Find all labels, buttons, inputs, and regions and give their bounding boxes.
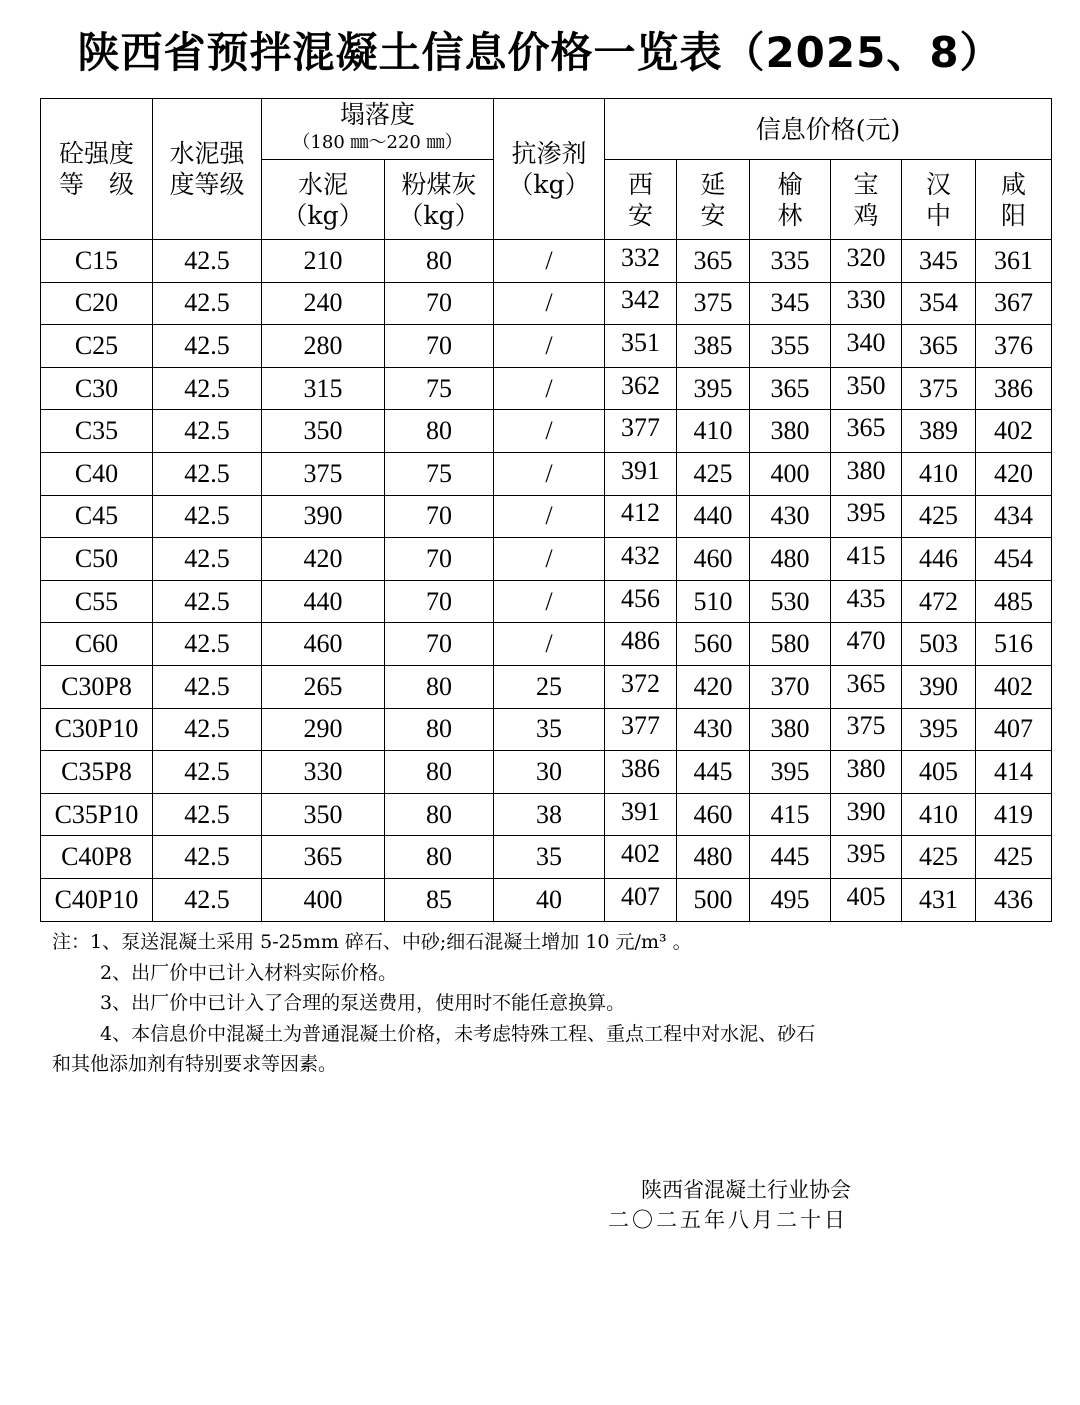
table-cell: 407 [605, 875, 677, 918]
table-cell: 42.5 [153, 325, 262, 368]
table-cell: C35 [41, 410, 153, 453]
table-cell: 402 [976, 665, 1052, 708]
table-cell: 42.5 [153, 240, 262, 283]
table-cell: / [494, 282, 605, 325]
table-cell: 320 [831, 237, 902, 280]
header-city-yulin: 榆 林 [750, 160, 831, 240]
table-cell: 446 [902, 538, 976, 581]
table-cell: 412 [605, 492, 677, 535]
table-cell: 85 [385, 878, 494, 921]
table-cell: / [494, 240, 605, 283]
table-cell: 420 [262, 538, 385, 581]
signature-block [608, 1175, 908, 1235]
table-cell: 377 [605, 705, 677, 748]
table-cell: 365 [750, 367, 831, 410]
table-body [41, 240, 1052, 922]
table-cell: 395 [677, 367, 750, 410]
table-cell: 580 [750, 623, 831, 666]
table-cell: 434 [976, 495, 1052, 538]
table-cell: 330 [262, 751, 385, 794]
table-cell: 350 [262, 793, 385, 836]
table-cell: 503 [902, 623, 976, 666]
table-cell: 486 [605, 620, 677, 663]
table-cell: 42.5 [153, 665, 262, 708]
table-cell: 495 [750, 878, 831, 921]
table-row [41, 708, 1052, 751]
table-cell: 435 [831, 577, 902, 620]
header-info-price: 信息价格(元) [605, 99, 1052, 160]
table-cell: 350 [831, 364, 902, 407]
table-cell: 355 [750, 325, 831, 368]
table-cell: 70 [385, 538, 494, 581]
price-table [40, 98, 1052, 922]
table-cell: 386 [976, 367, 1052, 410]
table-cell: C20 [41, 282, 153, 325]
table-cell: 431 [902, 878, 976, 921]
table-cell: 386 [605, 748, 677, 791]
table-cell: 332 [605, 237, 677, 280]
table-cell: C55 [41, 580, 153, 623]
table-row [41, 751, 1052, 794]
table-cell: 414 [976, 751, 1052, 794]
table-cell: / [494, 452, 605, 495]
table-cell: 350 [262, 410, 385, 453]
table-cell: 70 [385, 325, 494, 368]
table-row [41, 623, 1052, 666]
table-cell: 415 [750, 793, 831, 836]
table-cell: 460 [677, 793, 750, 836]
table-cell: 485 [976, 580, 1052, 623]
table-cell: 395 [831, 492, 902, 535]
table-cell: 330 [831, 279, 902, 322]
table-cell: / [494, 495, 605, 538]
table-cell: 425 [902, 495, 976, 538]
table-cell: / [494, 623, 605, 666]
table-cell: 354 [902, 282, 976, 325]
table-cell: 42.5 [153, 282, 262, 325]
table-cell: 80 [385, 410, 494, 453]
table-cell: 42.5 [153, 410, 262, 453]
header-slump-range: （180 ㎜～220 ㎜） [292, 132, 463, 153]
note-line: 2、出厂价中已计入材料实际价格。 [100, 961, 398, 984]
table-cell: 365 [262, 836, 385, 879]
table-cell: 342 [605, 279, 677, 322]
table-cell: 440 [677, 495, 750, 538]
table-cell: C60 [41, 623, 153, 666]
table-cell: 395 [750, 751, 831, 794]
document-title: 陕西省预拌混凝土信息价格一览表（2025、8） [77, 28, 1003, 77]
table-cell: 430 [750, 495, 831, 538]
table-cell: 402 [976, 410, 1052, 453]
table-cell: 560 [677, 623, 750, 666]
table-cell: 380 [750, 410, 831, 453]
table-cell: C40 [41, 452, 153, 495]
table-cell: 42.5 [153, 367, 262, 410]
header-anti-seepage: 抗渗剂 （kg） [494, 99, 605, 240]
table-cell: C40P8 [41, 836, 153, 879]
table-cell: 419 [976, 793, 1052, 836]
note-line: 3、出厂价中已计入了合理的泵送费用，使用时不能任意换算。 [100, 992, 626, 1014]
table-cell: 42.5 [153, 708, 262, 751]
header-cement: 水泥 （kg） [262, 160, 385, 240]
table-cell: 70 [385, 623, 494, 666]
table-row [41, 325, 1052, 368]
table-cell: 375 [831, 705, 902, 748]
table-cell: 430 [677, 708, 750, 751]
table-cell: 75 [385, 452, 494, 495]
table-cell: 395 [831, 833, 902, 876]
table-row [41, 665, 1052, 708]
table-cell: 402 [605, 833, 677, 876]
table-cell: 380 [750, 708, 831, 751]
table-cell: / [494, 325, 605, 368]
table-row [41, 240, 1052, 283]
table-cell: 436 [976, 878, 1052, 921]
table-cell: 25 [494, 665, 605, 708]
table-cell: 390 [902, 665, 976, 708]
header-grade: 砼强度 等 级 [41, 99, 153, 240]
signature-org: 陕西省混凝土行业协会 [641, 1178, 851, 1202]
table-row [41, 878, 1052, 921]
table-cell: 42.5 [153, 452, 262, 495]
table-row [41, 793, 1052, 836]
table-cell: 35 [494, 836, 605, 879]
table-cell: C25 [41, 325, 153, 368]
table-cell: 500 [677, 878, 750, 921]
table-cell: 385 [677, 325, 750, 368]
table-cell: 367 [976, 282, 1052, 325]
table-cell: 35 [494, 708, 605, 751]
notes [52, 927, 1012, 1080]
table-cell: 80 [385, 708, 494, 751]
table-cell: 42.5 [153, 623, 262, 666]
table-cell: / [494, 367, 605, 410]
table-cell: 42.5 [153, 793, 262, 836]
table-cell: C30 [41, 367, 153, 410]
table-row [41, 452, 1052, 495]
table-cell: 510 [677, 580, 750, 623]
table-cell: C30P10 [41, 708, 153, 751]
table-cell: 400 [750, 452, 831, 495]
table-cell: 361 [976, 240, 1052, 283]
table-cell: 389 [902, 410, 976, 453]
table-cell: 410 [902, 452, 976, 495]
table-cell: 516 [976, 623, 1052, 666]
table-cell: 42.5 [153, 751, 262, 794]
table-row [41, 538, 1052, 581]
table-row [41, 367, 1052, 410]
table-cell: C40P10 [41, 878, 153, 921]
table-cell: 420 [976, 452, 1052, 495]
table-cell: 365 [831, 407, 902, 450]
table-cell: 80 [385, 240, 494, 283]
header-city-xianyang: 咸 阳 [976, 160, 1052, 240]
signature-date: 二〇二五年八月二十日 [608, 1208, 848, 1232]
header-city-baoji: 宝 鸡 [831, 160, 902, 240]
table-cell: 80 [385, 793, 494, 836]
table-cell: 210 [262, 240, 385, 283]
table-cell: C30P8 [41, 665, 153, 708]
table-cell: 345 [902, 240, 976, 283]
table-cell: 345 [750, 282, 831, 325]
table-cell: 380 [831, 748, 902, 791]
table-cell: 530 [750, 580, 831, 623]
table-cell: 315 [262, 367, 385, 410]
table-cell: 454 [976, 538, 1052, 581]
table-cell: 38 [494, 793, 605, 836]
table-cell: 460 [677, 538, 750, 581]
table-cell: / [494, 580, 605, 623]
table-cell: 400 [262, 878, 385, 921]
table-cell: 370 [750, 665, 831, 708]
table-cell: 80 [385, 665, 494, 708]
header-fly-ash: 粉煤灰 （kg） [385, 160, 494, 240]
table-cell: 42.5 [153, 580, 262, 623]
header-city-yanan: 延 安 [677, 160, 750, 240]
table-cell: 456 [605, 577, 677, 620]
table-cell: 432 [605, 535, 677, 578]
table-cell: 265 [262, 665, 385, 708]
table-cell: 410 [902, 793, 976, 836]
table-cell: 390 [262, 495, 385, 538]
table-cell: 375 [677, 282, 750, 325]
table-row [41, 836, 1052, 879]
table-cell: 405 [831, 875, 902, 918]
table-cell: 240 [262, 282, 385, 325]
table-cell: 395 [902, 708, 976, 751]
table-cell: 42.5 [153, 878, 262, 921]
table-cell: 70 [385, 580, 494, 623]
table-cell: 380 [831, 449, 902, 492]
table-cell: 30 [494, 751, 605, 794]
table-cell: 410 [677, 410, 750, 453]
table-cell: 70 [385, 495, 494, 538]
table-cell: 425 [976, 836, 1052, 879]
table-cell: 42.5 [153, 538, 262, 581]
table-cell: 375 [902, 367, 976, 410]
table-row [41, 282, 1052, 325]
table-cell: C50 [41, 538, 153, 581]
table-cell: 335 [750, 240, 831, 283]
table-cell: 365 [677, 240, 750, 283]
note-line: 和其他添加剂有特别要求等因素。 [52, 1053, 338, 1075]
table-cell: 80 [385, 751, 494, 794]
table-cell: 425 [902, 836, 976, 879]
table-cell: / [494, 410, 605, 453]
table-cell: 420 [677, 665, 750, 708]
table-cell: 391 [605, 790, 677, 833]
table-cell: 340 [831, 322, 902, 365]
table-cell: 362 [605, 364, 677, 407]
table-cell: 75 [385, 367, 494, 410]
table-cell: 445 [677, 751, 750, 794]
table-cell: 40 [494, 878, 605, 921]
table-cell: 470 [831, 620, 902, 663]
table-cell: 480 [750, 538, 831, 581]
table-cell: C35P8 [41, 751, 153, 794]
table-cell: 472 [902, 580, 976, 623]
table-cell: 391 [605, 449, 677, 492]
table-row [41, 495, 1052, 538]
header-cement-grade: 水泥强 度等级 [153, 99, 262, 240]
table-cell: 405 [902, 751, 976, 794]
table-header [41, 99, 1052, 240]
table-cell: 351 [605, 322, 677, 365]
table-cell: / [494, 538, 605, 581]
table-cell: C15 [41, 240, 153, 283]
table-cell: 407 [976, 708, 1052, 751]
table-cell: 365 [831, 662, 902, 705]
table-cell: 365 [902, 325, 976, 368]
header-slump [262, 99, 494, 160]
table-cell: 280 [262, 325, 385, 368]
table-cell: 440 [262, 580, 385, 623]
table-cell: 70 [385, 282, 494, 325]
table-cell: 376 [976, 325, 1052, 368]
table-cell: 372 [605, 662, 677, 705]
note-line: 4、本信息价中混凝土为普通混凝土价格，未考虑特殊工程、重点工程中对水泥、砂石 [100, 1022, 816, 1045]
table-cell: 290 [262, 708, 385, 751]
table-cell: 480 [677, 836, 750, 879]
note-line: 注：1、泵送混凝土采用 5-25mm 碎石、中砂;细石混凝土增加 10 元/m³ 。 [52, 931, 692, 953]
table-cell: C45 [41, 495, 153, 538]
table-cell: 415 [831, 535, 902, 578]
header-city-hanzhong: 汉 中 [902, 160, 976, 240]
table-cell: 445 [750, 836, 831, 879]
table-cell: 42.5 [153, 836, 262, 879]
header-city-xian: 西 安 [605, 160, 677, 240]
table-row [41, 580, 1052, 623]
table-cell: C35P10 [41, 793, 153, 836]
table-cell: 80 [385, 836, 494, 879]
header-slump-label: 塌落度 [339, 100, 415, 129]
table-cell: 425 [677, 452, 750, 495]
table-cell: 375 [262, 452, 385, 495]
table-cell: 42.5 [153, 495, 262, 538]
table-cell: 390 [831, 790, 902, 833]
table-cell: 460 [262, 623, 385, 666]
table-cell: 377 [605, 407, 677, 450]
table-row [41, 410, 1052, 453]
